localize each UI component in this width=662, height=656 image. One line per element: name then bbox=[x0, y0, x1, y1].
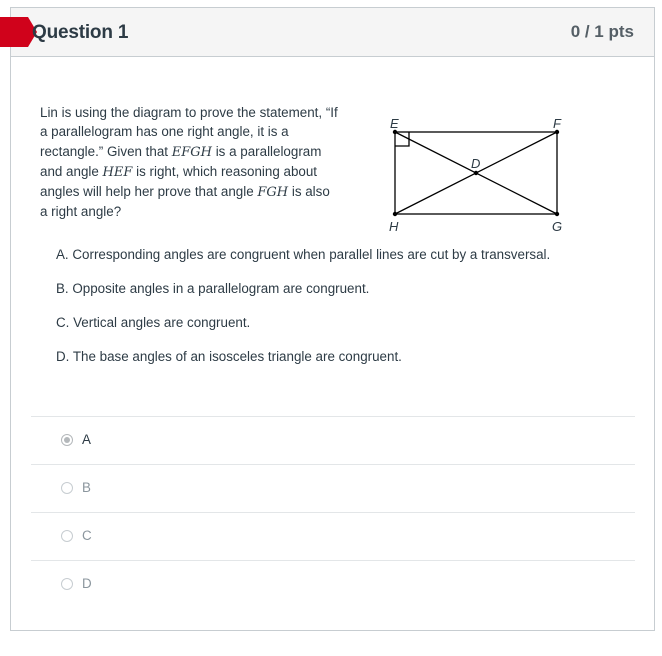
options-list bbox=[56, 246, 550, 382]
question-text bbox=[40, 103, 340, 222]
math-expression: FGH bbox=[257, 185, 289, 201]
label-e: E bbox=[390, 116, 399, 131]
question-title: Question 1 bbox=[32, 22, 129, 43]
answer-label: B bbox=[82, 480, 91, 495]
option-text: D. The base angles of an isosceles triangle are congruent. bbox=[56, 349, 402, 364]
question-header bbox=[11, 8, 654, 57]
answer-label: A bbox=[82, 432, 91, 447]
answer-row-c[interactable] bbox=[31, 512, 635, 560]
question-text-part: is also a right angle? bbox=[40, 184, 330, 220]
question-text-part: is a parallelogram and angle bbox=[40, 143, 322, 179]
option-text: A. Corresponding angles are congruent when parallel lines are cut by a transversal. bbox=[56, 247, 551, 262]
label-d: D bbox=[471, 156, 481, 171]
parallelogram-diagram bbox=[385, 116, 585, 242]
answer-row-d[interactable] bbox=[31, 560, 635, 608]
question-text-part: Lin is using the diagram to prove the statement, “If a parallelogram has one right angle, it is a rectangle.” Given that bbox=[40, 105, 338, 159]
question-text-part: is right, which reasoning about angles will help her prove that angle bbox=[40, 163, 318, 200]
answer-row-a[interactable] bbox=[31, 416, 635, 464]
point-d bbox=[474, 171, 478, 175]
question-card bbox=[10, 7, 655, 631]
radio-button[interactable] bbox=[61, 578, 73, 590]
label-f: F bbox=[553, 116, 561, 131]
math-expression: EFGH bbox=[171, 144, 212, 160]
answer-label: C bbox=[82, 528, 92, 543]
radio-button[interactable] bbox=[61, 530, 73, 542]
right-angle-marker bbox=[395, 132, 409, 146]
point-h bbox=[393, 212, 397, 216]
math-expression: HEF bbox=[102, 164, 133, 180]
radio-button[interactable] bbox=[61, 482, 73, 494]
radio-button[interactable] bbox=[61, 434, 73, 446]
answer-label: D bbox=[82, 576, 92, 591]
option-text: B. Opposite angles in a parallelogram are congruent. bbox=[56, 281, 370, 296]
label-g: G bbox=[552, 219, 563, 234]
label-h: H bbox=[389, 219, 399, 234]
answer-choices bbox=[31, 416, 635, 608]
answer-row-b[interactable] bbox=[31, 464, 635, 512]
point-g bbox=[555, 212, 559, 216]
question-points: 0 / 1 pts bbox=[570, 22, 634, 41]
option-text: C. Vertical angles are congruent. bbox=[56, 315, 251, 330]
